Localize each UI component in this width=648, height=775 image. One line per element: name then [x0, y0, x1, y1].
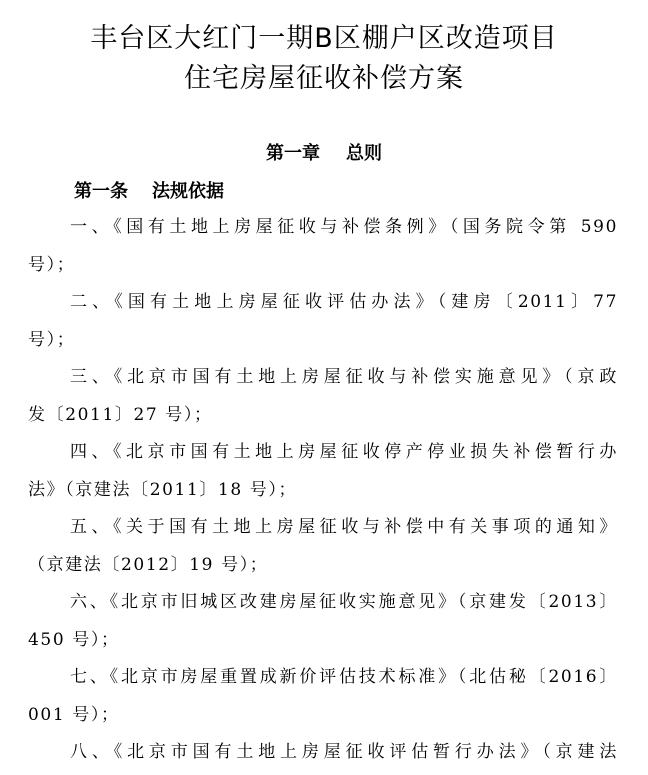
- regulation-item-line-1: 三、《北京市国有土地上房屋征收与补偿实施意见》（京政: [70, 367, 618, 387]
- regulation-item-line-1: 七、《北京市房屋重置成新价评估技术标准》（北估秘〔2016〕: [70, 667, 618, 687]
- regulation-item: [0, 434, 648, 509]
- regulation-item-line-1: 一、《国有土地上房屋征收与补偿条例》（国务院令第 590: [70, 217, 618, 237]
- regulation-item: [0, 584, 648, 659]
- regulation-item: [0, 284, 648, 359]
- document-title-line-2: 住宅房屋征收补偿方案: [184, 63, 464, 94]
- regulation-item-line-1: 八、《北京市国有土地上房屋征收评估暂行办法》（京建法: [70, 742, 618, 762]
- regulation-item: [0, 659, 648, 734]
- regulation-item-line-1: 五、《关于国有土地上房屋征收与补偿中有关事项的通知》: [70, 517, 618, 537]
- article-number: 第一条: [74, 181, 128, 202]
- regulation-item-line-2: 号）；: [28, 329, 76, 350]
- regulation-item-line-2: （京建法〔2012〕19 号）；: [28, 554, 269, 575]
- chapter-heading: [0, 141, 648, 167]
- regulation-item-line-1: 六、《北京市旧城区改建房屋征收实施意见》（京建发〔2013〕: [70, 592, 618, 612]
- regulation-item-line-2: 450 号）；: [28, 629, 120, 650]
- chapter-number: 第一章: [266, 143, 320, 164]
- regulation-item-line-2: 发〔2011〕27 号）；: [28, 404, 213, 425]
- regulation-item-line-1: 二、《国有土地上房屋征收评估办法》（建房〔2011〕77: [70, 292, 618, 312]
- article-heading: [74, 178, 224, 206]
- regulation-item: [0, 509, 648, 584]
- regulation-item: [0, 734, 648, 772]
- chapter-name: 总则: [346, 143, 382, 164]
- article-name: 法规依据: [152, 181, 224, 202]
- regulation-item-line-2: 法》（京建法〔2011〕18 号）；: [28, 479, 298, 500]
- regulation-item: [0, 209, 648, 284]
- regulation-item-line-2: 号）；: [28, 254, 76, 275]
- regulation-list: [0, 209, 648, 772]
- regulation-item-line-2: 001 号）；: [28, 704, 120, 725]
- regulation-item-line-1: 四、《北京市国有土地上房屋征收停产停业损失补偿暂行办: [70, 442, 618, 462]
- regulation-item: [0, 359, 648, 434]
- document-title-line-1: 丰台区大红门一期B区棚户区改造项目: [90, 23, 558, 54]
